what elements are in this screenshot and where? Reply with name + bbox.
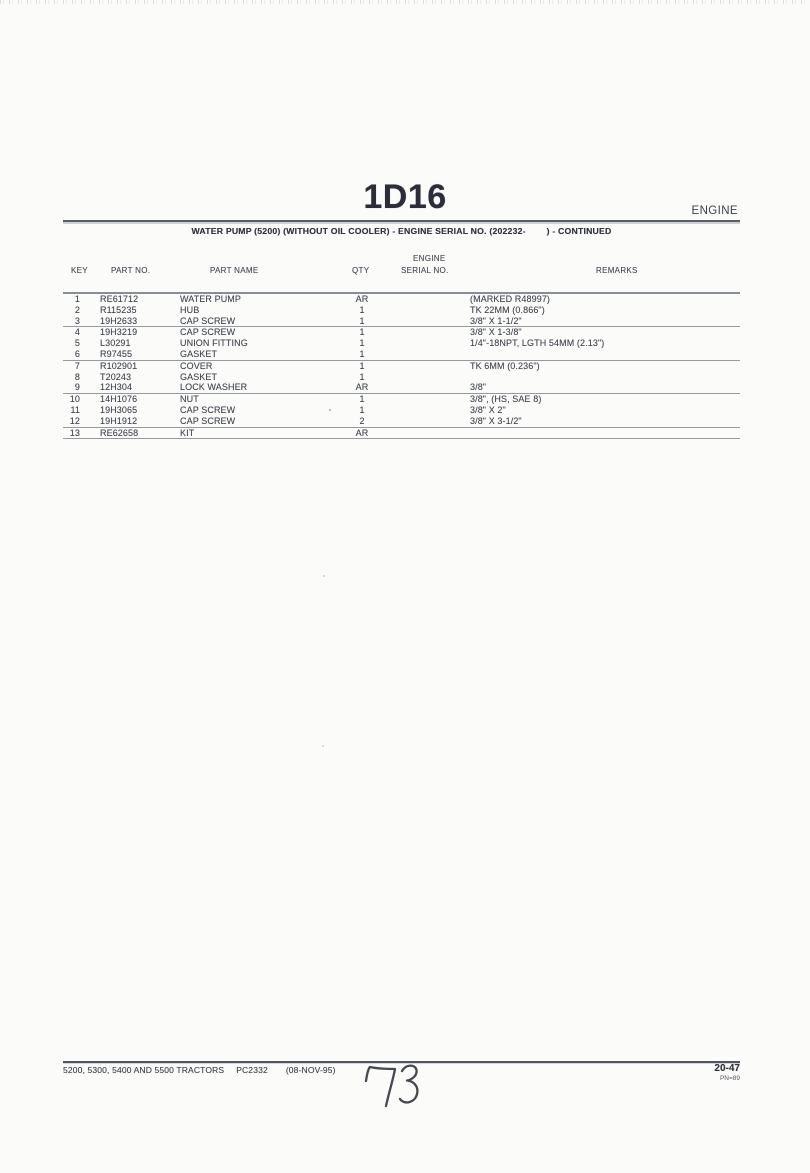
cell-partname: KIT [180,427,195,438]
footer-catalog-no: PC2332 [236,1065,268,1075]
cell-partno: 14H1076 [100,394,138,405]
cell-partname: CAP SCREW [180,415,236,426]
table-row [63,349,740,360]
cell-spacer [80,305,100,316]
cell-partno: R97455 [100,348,133,359]
cell-key: 8 [74,371,80,382]
cell-remarks [470,428,740,439]
table-row [63,327,740,338]
cell-serial [382,416,470,427]
cell-partno: 19H1912 [100,415,138,426]
cell-partname: CAP SCREW [180,315,236,326]
cell-key: 7 [74,360,80,371]
cell-key: 13 [69,427,80,438]
cell-qty: AR [355,427,369,438]
cell-qty: 1 [359,394,365,405]
cell-qty: 1 [359,327,365,338]
cell-partname: GASKET [180,348,218,359]
table-row [63,416,740,427]
cell-key: 12 [69,415,80,426]
cell-qty: 1 [359,371,365,382]
cell-qty: AR [355,382,369,393]
cell-key: 11 [70,404,80,415]
cell-serial [382,316,470,327]
cell-qty: 1 [359,304,365,315]
cell-key: 2 [74,304,80,315]
cell-qty: 2 [359,415,365,426]
table-row [63,394,740,405]
page-number: 20-47 [714,1063,740,1074]
table-group [63,327,740,360]
cell-key: 3 [74,315,80,326]
cell-serial [382,372,470,383]
footer-model-line: 5200, 5300, 5400 AND 5500 TRACTORS [63,1065,225,1075]
cell-spacer [80,361,100,372]
cell-spacer [80,405,100,416]
cell-key: 1 [74,294,80,304]
table-row [63,316,740,327]
cell-partname: UNION FITTING [180,338,248,349]
pn-number: PN=89 [719,1075,740,1082]
cell-serial [382,294,470,305]
cell-serial [382,305,470,316]
cell-key: 9 [74,382,80,393]
cell-qty: 1 [359,315,365,326]
cell-partno: 19H2633 [100,315,138,326]
footer-date: (08-NOV-95) [285,1065,336,1075]
cell-remarks: 3/8", (HS, SAE 8) [470,394,542,405]
cell-remarks: 3/8" X 1-3/8" [470,327,522,338]
table-row [63,382,740,393]
cell-remarks: TK 22MM (0.866") [470,304,545,315]
table-row [63,294,740,305]
cell-serial [382,361,470,372]
cell-key: 10 [69,394,80,405]
table-row [63,405,740,416]
cell-partno: R115235 [100,304,137,315]
cell-remarks [470,372,740,383]
cell-qty: 1 [359,360,365,371]
table-group [63,361,740,394]
cell-remarks: TK 6MM (0.236") [470,360,540,371]
cell-spacer [80,316,100,327]
cell-serial [382,382,470,393]
cell-partname: CAP SCREW [180,327,236,338]
column-header-key: KEY [71,266,88,275]
column-header-engine: ENGINE [413,254,446,263]
cell-spacer [80,349,100,360]
cell-serial [382,327,470,338]
cell-spacer [80,394,100,405]
column-header-serial-no: SERIAL NO. [401,266,449,275]
column-header-part-name: PART NAME [210,266,259,275]
cell-spacer [80,372,100,383]
cell-qty: 1 [359,404,365,415]
page-subtitle: WATER PUMP (5200) (WITHOUT OIL COOLER) - ENGINE SERIAL NO. (202232- ) - CONTINUED [191,226,612,236]
cell-partno: RE62658 [100,427,139,438]
cell-partno: R102901 [100,360,138,371]
cell-partname: WATER PUMP [180,294,241,304]
cell-serial [382,428,470,439]
cell-partname: HUB [180,304,200,315]
handwritten-page-number [352,1060,432,1115]
column-header-part-no: PART NO. [111,266,151,275]
cell-remarks: 3/8" X 3-1/2" [470,415,522,426]
cell-partno: RE61712 [100,294,139,304]
parts-table [63,292,740,439]
cell-spacer [80,428,100,439]
cell-partno: L30291 [100,338,131,349]
table-group [63,394,740,427]
cell-partname: CAP SCREW [180,404,236,415]
cell-serial [382,405,470,416]
table-body [63,294,740,439]
footer-right [714,1063,740,1082]
cell-remarks [470,349,740,360]
cell-partname: COVER [180,360,213,371]
cell-partno: 19H3219 [100,327,138,338]
cell-qty: AR [355,294,369,304]
scan-noise-band [0,0,810,4]
column-header-qty: QTY [352,266,370,275]
cell-partno: 12H304 [100,382,133,393]
cell-key: 4 [74,327,80,338]
section-code: 1D16 [363,178,447,216]
table-row [63,428,740,439]
cell-spacer [80,327,100,338]
cell-partno: 19H3065 [100,404,138,415]
cell-qty: 1 [359,348,365,359]
footer-left [63,1065,336,1075]
cell-qty: 1 [359,338,365,349]
cell-partname: NUT [180,394,199,405]
cell-key: 6 [74,348,80,359]
cell-remarks: 3/8" [470,382,487,393]
scan-speck [322,745,324,747]
cell-remarks: 3/8" X 2" [470,404,506,415]
cell-remarks: 3/8" X 1-1/2" [470,315,522,326]
cell-serial [382,394,470,405]
handwritten-73-drawing [352,1060,432,1115]
table-row [63,338,740,349]
cell-key: 5 [74,338,80,349]
table-row [63,305,740,316]
cell-serial [382,349,470,360]
cell-remarks: 1/4"-18NPT, LGTH 54MM (2.13") [470,338,605,349]
cell-spacer [80,294,100,305]
engine-section-label: ENGINE [691,205,738,217]
table-group [63,428,740,440]
scan-speck [329,409,331,411]
header-rule [63,220,740,222]
cell-partname: LOCK WASHER [180,382,248,393]
cell-partno: T20243 [100,371,132,382]
table-group [63,294,740,327]
cell-remarks: (MARKED R48997) [470,294,551,304]
scan-speck [323,575,325,577]
cell-spacer [80,338,100,349]
cell-partname: GASKET [180,371,218,382]
cell-serial [382,338,470,349]
table-row [63,372,740,383]
table-row [63,361,740,372]
column-header-remarks: REMARKS [596,266,638,275]
cell-spacer [80,416,100,427]
cell-spacer [80,382,100,393]
